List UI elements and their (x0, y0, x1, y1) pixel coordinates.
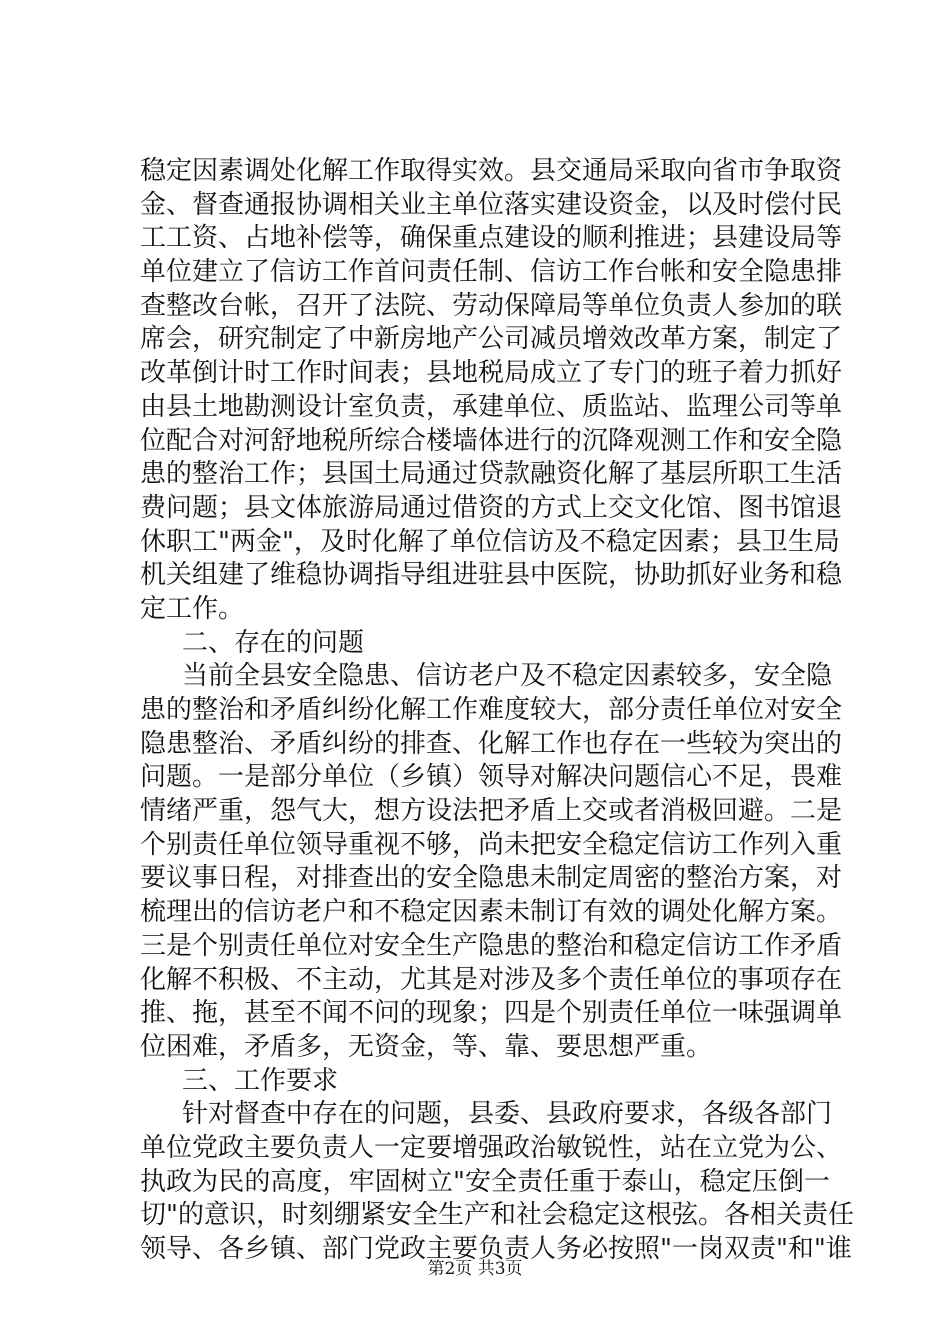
text-line: 金、督查通报协调相关业主单位落实建设资金，以及时偿付民 (140, 189, 843, 220)
text-line: 由县土地勘测设计室负责，承建单位、质监站、监理公司等单 (140, 391, 843, 422)
text-line: 位配合对河舒地税所综合楼墙体进行的沉降观测工作和安全隐 (140, 425, 843, 456)
text-line: 要议事日程，对排查出的安全隐患未制定周密的整治方案，对 (140, 863, 843, 894)
text-line: 席会，研究制定了中新房地产公司减员增效改革方案，制定了 (140, 324, 843, 355)
text-line: 执政为民的高度，牢固树立"安全责任重于泰山，稳定压倒一 (140, 1166, 830, 1197)
section-heading: 三、工作要求 (182, 1065, 339, 1096)
text-line: 患的整治和矛盾纠纷化解工作难度较大，部分责任单位对安全 (140, 695, 843, 725)
text-line: 位困难，矛盾多，无资金，等、靠、要思想严重。 (140, 1031, 713, 1062)
text-line: 单位建立了信访工作首问责任制、信访工作台帐和安全隐患排 (140, 257, 843, 288)
section-heading: 二、存在的问题 (182, 627, 365, 658)
text-line: 推、拖，甚至不闻不问的现象；四是个别责任单位一味强调单 (140, 998, 843, 1029)
text-line: 休职工"两金"，及时化解了单位信访及不稳定因素；县卫生局 (140, 526, 840, 557)
text-line: 隐患整治、矛盾纠纷的排查、化解工作也存在一些较为突出的 (140, 728, 843, 759)
text-line: 机关组建了维稳协调指导组进驻县中医院，协助抓好业务和稳 (140, 560, 843, 591)
text-line: 三是个别责任单位对安全生产隐患的整治和稳定信访工作矛盾 (140, 930, 843, 961)
text-line: 个别责任单位领导重视不够，尚未把安全稳定信访工作列入重 (140, 829, 843, 860)
text-line: 患的整治工作；县国土局通过贷款融资化解了基层所职工生活 (140, 459, 843, 490)
text-line: 领导、各乡镇、部门党政主要负责人务必按照"一岗双责"和"谁 (140, 1234, 852, 1264)
document-body (140, 155, 854, 1267)
text-line: 工工资、占地补偿等，确保重点建设的顺利推进；县建设局等 (140, 223, 843, 254)
page-number: 第2页 共3页 (427, 1259, 523, 1279)
text-line: 查整改台帐，召开了法院、劳动保障局等单位负责人参加的联 (140, 290, 843, 321)
text-line: 费问题；县文体旅游局通过借资的方式上交文化馆、图书馆退 (140, 492, 843, 523)
text-line: 梳理出的信访老户和不稳定因素未制订有效的调处化解方案。 (140, 897, 843, 928)
text-line: 单位党政主要负责人一定要增强政治敏锐性，站在立党为公、 (140, 1132, 843, 1163)
text-line: 针对督查中存在的问题，县委、县政府要求，各级各部门 (182, 1099, 833, 1130)
text-line: 化解不积极、不主动，尤其是对涉及多个责任单位的事项存在 (140, 964, 843, 995)
text-line: 改革倒计时工作时间表；县地税局成立了专门的班子着力抓好 (140, 358, 843, 389)
text-line: 切"的意识，时刻绷紧安全生产和社会稳定这根弦。各相关责任 (140, 1200, 854, 1231)
text-line: 稳定因素调处化解工作取得实效。县交通局采取向省市争取资 (140, 156, 843, 186)
text-line: 情绪严重，怨气大，想方设法把矛盾上交或者消极回避。二是 (140, 796, 843, 827)
text-line: 问题。一是部分单位（乡镇）领导对解决问题信心不足，畏难 (140, 762, 843, 793)
text-line: 当前全县安全隐患、信访老户及不稳定因素较多，安全隐 (182, 661, 833, 692)
text-line: 定工作。 (140, 593, 245, 624)
